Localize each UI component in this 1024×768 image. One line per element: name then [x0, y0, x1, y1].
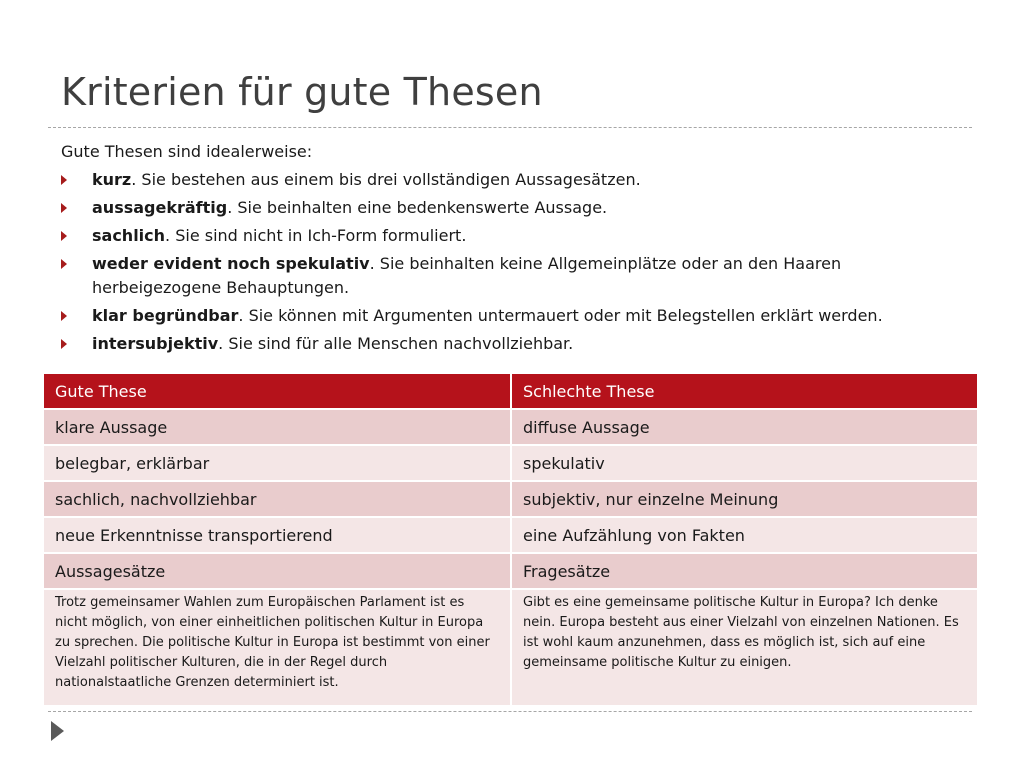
list-item	[61, 332, 971, 356]
bullet-term: weder evident noch spekulativ	[92, 254, 370, 273]
intro-text: Gute Thesen sind idealerweise:	[61, 142, 313, 161]
bullet-text: . Sie sind nicht in Ich-Form formuliert.	[165, 226, 467, 245]
triangle-right-icon	[61, 203, 67, 213]
triangle-right-icon	[61, 311, 67, 321]
table-cell: eine Aufzählung von Fakten	[510, 518, 977, 554]
table-header-row	[44, 374, 977, 410]
triangle-right-icon	[61, 259, 67, 269]
bullet-text: . Sie können mit Argumenten untermauert oder mit Belegstellen erklärt werden.	[238, 306, 883, 325]
bullet-term: kurz	[92, 170, 132, 189]
title-divider	[48, 127, 972, 128]
table-cell: Fragesätze	[510, 554, 977, 590]
slide-title: Kriterien für gute Thesen	[61, 70, 543, 114]
list-item	[61, 304, 971, 328]
triangle-right-icon	[61, 231, 67, 241]
table-cell: sachlich, nachvollziehbar	[44, 482, 510, 518]
bullet-text: . Sie beinhalten eine bedenkenswerte Aussage.	[227, 198, 608, 217]
table-row	[44, 554, 977, 590]
footer-divider	[48, 711, 972, 712]
table-row	[44, 482, 977, 518]
bullet-term: sachlich	[92, 226, 166, 245]
list-item	[61, 252, 971, 300]
table-cell: belegbar, erklärbar	[44, 446, 510, 482]
next-slide-icon[interactable]	[51, 721, 64, 741]
list-item	[61, 196, 971, 220]
bullet-text: . Sie sind für alle Menschen nachvollziehbar.	[218, 334, 574, 353]
triangle-right-icon	[61, 339, 67, 349]
table-row	[44, 518, 977, 554]
good-thesis-example: Trotz gemeinsamer Wahlen zum Europäischen Parlament ist es nicht möglich, von einer einheitlichen politischen Kultur in Europa zu sprechen. Die politische Kultur in Europa ist bestimmt von einer Vielzahl politischer Kulturen, die in der Regel durch nationalstaatliche Grenzen determiniert ist.	[44, 590, 510, 707]
triangle-right-icon	[61, 175, 67, 185]
table-cell: subjektiv, nur einzelne Meinung	[510, 482, 977, 518]
bullet-term: aussagekräftig	[92, 198, 228, 217]
table-cell: spekulativ	[510, 446, 977, 482]
comparison-table	[44, 374, 977, 707]
table-row	[44, 410, 977, 446]
bullet-term: klar begründbar	[92, 306, 239, 325]
bullet-term: intersubjektiv	[92, 334, 219, 353]
header-bad-thesis: Schlechte These	[510, 374, 977, 410]
table-cell: Aussagesätze	[44, 554, 510, 590]
list-item	[61, 168, 971, 192]
bad-thesis-example: Gibt es eine gemeinsame politische Kultur in Europa? Ich denke nein. Europa besteht aus einer Vielzahl von einzelnen Nationen. Es ist wohl kaum anzunehmen, dass es möglich ist, sich auf eine gemeinsame politische Kultur zu einigen.	[510, 590, 977, 707]
list-item	[61, 224, 971, 248]
bullet-text: . Sie beinhalten keine Allgemeinplätze oder an den Haaren herbeigezogene Behauptungen.	[92, 254, 842, 297]
table-row-example	[44, 590, 977, 707]
bullet-text: . Sie bestehen aus einem bis drei vollständigen Aussagesätzen.	[131, 170, 641, 189]
header-good-thesis: Gute These	[44, 374, 510, 410]
table-row	[44, 446, 977, 482]
table-cell: neue Erkenntnisse transportierend	[44, 518, 510, 554]
table-cell: klare Aussage	[44, 410, 510, 446]
table-cell: diffuse Aussage	[510, 410, 977, 446]
criteria-list	[61, 168, 971, 360]
